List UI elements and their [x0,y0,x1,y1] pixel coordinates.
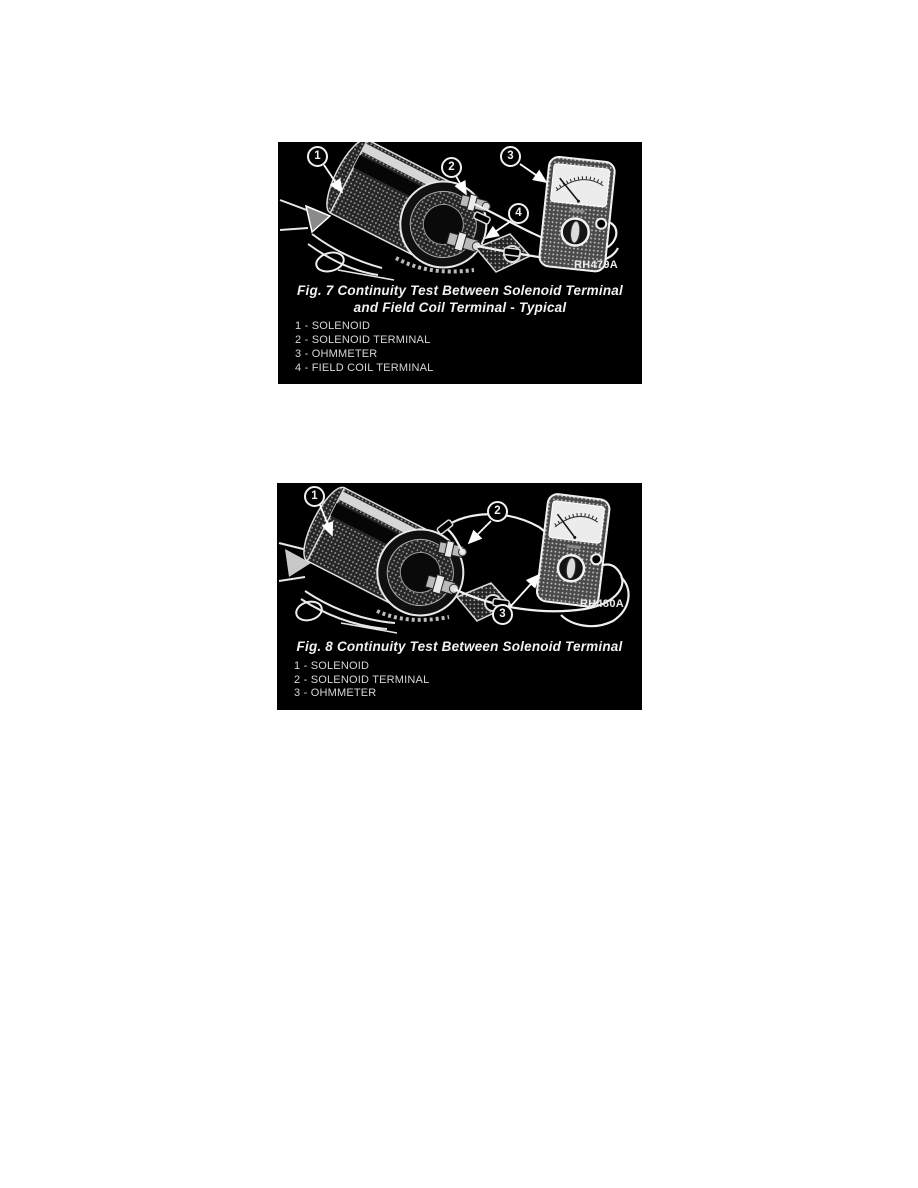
ohmmeter-jack [591,554,602,565]
legend-item: 3 - OHMMETER [294,687,377,699]
callout-3-badge: 3 [500,146,521,167]
ohmmeter [539,156,616,272]
figure7-caption-line1: Fig. 7 Continuity Test Between Solenoid Terminal [297,283,623,298]
lead-clip [504,248,521,257]
artwork-ref-code: RH480A [580,598,624,610]
callout-2-badge: 2 [441,157,462,178]
figure8-legend [294,660,636,701]
legend-item: 3 - OHMMETER [295,348,378,360]
solenoid-ohmmeter-continuity-artwork [277,483,642,638]
artwork-ref-code: RH479A [574,259,618,271]
bracket-fork [306,206,330,232]
callout-4-badge: 4 [508,203,529,224]
legend-item: 4 - FIELD COIL TERMINAL [295,362,434,374]
figure7-legend [295,319,636,375]
callout-1-badge: 1 [307,146,328,167]
figure8-panel [277,483,642,710]
bracket-hole [294,599,324,623]
legend-item: 1 - SOLENOID [295,320,371,332]
solenoid-body [318,142,501,282]
figure7-panel [278,142,642,384]
callout-3-badge: 3 [492,604,513,625]
ohmmeter-jack [596,218,607,229]
legend-item: 2 - SOLENOID TERMINAL [294,673,430,686]
callout-1-badge: 1 [304,486,325,507]
figure7-caption-line2: and Field Coil Terminal - Typical [353,300,567,315]
legend-item: 1 - SOLENOID [294,660,370,672]
callout-2-badge: 2 [487,501,508,522]
ohmmeter [536,493,611,608]
figure8-caption-line1: Fig. 8 Continuity Test Between Solenoid Terminal [296,639,623,654]
legend-item: 2 - SOLENOID TERMINAL [295,334,431,346]
